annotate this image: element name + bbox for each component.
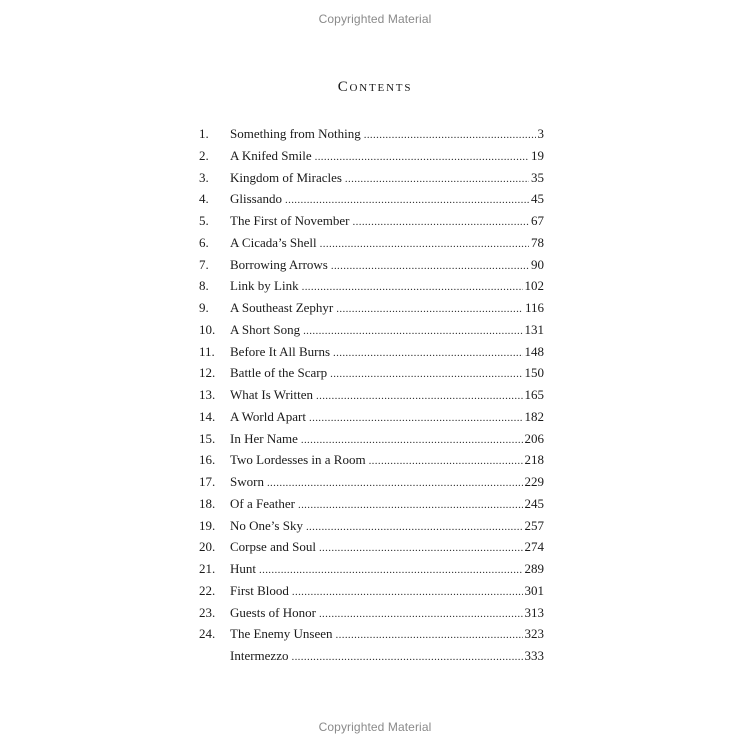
dot-leader (353, 212, 529, 234)
chapter-title: Hunt (230, 561, 256, 576)
chapter-number: 5. (199, 213, 209, 228)
chapter-number: 9. (199, 300, 209, 315)
table-of-contents (199, 123, 544, 667)
dot-leader (306, 517, 523, 539)
toc-entry (199, 362, 544, 384)
page-number: 131 (524, 321, 544, 337)
chapter-number: 15. (199, 430, 216, 446)
toc-entry (199, 275, 544, 297)
chapter-title: A Southeast Zephyr (230, 300, 334, 315)
chapter-title: Battle of the Scarp (230, 365, 328, 381)
page-number: 333 (524, 648, 544, 663)
dot-leader (331, 256, 529, 278)
dot-leader (302, 277, 523, 299)
dot-leader (336, 299, 523, 321)
page-number: 206 (524, 430, 544, 446)
dot-leader (320, 234, 529, 256)
chapter-title: Sworn (230, 474, 264, 489)
chapter-title: Before It All Burns (230, 343, 331, 359)
chapter-number: 10. (199, 321, 216, 337)
copyright-watermark-top: Copyrighted Material (318, 12, 432, 26)
chapter-number: 3. (199, 169, 209, 185)
page-number: 301 (524, 582, 544, 598)
chapter-number: 24. (199, 626, 216, 642)
chapter-number: 19. (199, 517, 216, 533)
chapter-title: A Knifed Smile (230, 147, 312, 163)
dot-leader (315, 147, 529, 169)
chapter-number: 12. (199, 365, 216, 381)
dot-leader (319, 538, 523, 560)
toc-entry (199, 449, 544, 471)
dot-leader (316, 386, 523, 408)
page-number: 274 (524, 539, 544, 555)
toc-entry (199, 406, 544, 428)
chapter-title: Corpse and Soul (230, 539, 316, 555)
chapter-number: 8. (199, 278, 209, 294)
page-number: 150 (524, 365, 544, 381)
page-number: 35 (531, 169, 544, 185)
chapter-title: Of a Feather (230, 495, 295, 511)
toc-entry (199, 210, 544, 232)
page-number: 67 (531, 213, 544, 228)
chapter-number: 17. (199, 474, 216, 489)
chapter-number: 4. (199, 191, 209, 207)
page-number: 257 (524, 517, 544, 533)
dot-leader (285, 190, 529, 212)
dot-leader (267, 473, 523, 495)
page-number: 182 (524, 408, 544, 424)
page-number: 78 (531, 234, 544, 250)
toc-entry (199, 493, 544, 515)
toc-entry (199, 558, 544, 580)
chapter-title: A Cicada’s Shell (230, 234, 317, 250)
chapter-title: Link by Link (230, 278, 299, 294)
dot-leader (333, 343, 522, 365)
dot-leader (319, 604, 523, 626)
dot-leader (298, 495, 523, 517)
chapter-number: 2. (199, 147, 209, 163)
page-number: 19 (531, 147, 544, 163)
chapter-number: 1. (199, 126, 209, 141)
chapter-title: Borrowing Arrows (230, 256, 328, 272)
dot-leader (301, 430, 523, 452)
chapter-number: 14. (199, 408, 216, 424)
page-number: 313 (524, 604, 544, 620)
page-number: 3 (537, 126, 544, 141)
dot-leader (309, 408, 523, 430)
toc-entry (199, 623, 544, 645)
chapter-title: Two Lordesses in a Room (230, 452, 366, 468)
chapter-title: A Short Song (230, 321, 301, 337)
dot-leader (345, 169, 529, 191)
toc-entry (199, 536, 544, 558)
chapter-number: 20. (199, 539, 216, 555)
chapter-number: 18. (199, 495, 216, 511)
page-number: 148 (524, 343, 544, 359)
toc-entry (199, 341, 544, 363)
page-number: 323 (524, 626, 544, 642)
toc-entry (199, 188, 544, 210)
toc-entry (199, 123, 544, 145)
chapter-number: 6. (199, 234, 209, 250)
chapter-number: 7. (199, 256, 209, 272)
chapter-number: 13. (199, 387, 216, 402)
dot-leader (303, 321, 522, 343)
chapter-title: No One’s Sky (230, 517, 303, 533)
dot-leader (330, 364, 522, 386)
chapter-number: 21. (199, 561, 216, 576)
dot-leader (291, 647, 522, 669)
chapter-title: The First of November (230, 213, 350, 228)
toc-entry (199, 232, 544, 254)
toc-entry (199, 145, 544, 167)
chapter-title: Intermezzo (230, 648, 289, 663)
page-number: 102 (524, 278, 544, 294)
toc-entry (199, 384, 544, 406)
page-number: 289 (524, 561, 544, 576)
chapter-title: What Is Written (230, 387, 313, 402)
chapter-number: 16. (199, 452, 216, 468)
dot-leader (364, 125, 536, 147)
toc-entry (199, 428, 544, 450)
chapter-title: Glissando (230, 191, 282, 207)
chapter-title: A World Apart (230, 408, 306, 424)
toc-entry (199, 167, 544, 189)
chapter-title: First Blood (230, 582, 289, 598)
dot-leader (336, 625, 523, 647)
chapter-number: 22. (199, 582, 216, 598)
chapter-number: 11. (199, 343, 215, 359)
page-number: 229 (524, 474, 544, 489)
contents-heading: Contents (337, 79, 413, 95)
toc-entry (199, 515, 544, 537)
dot-leader (292, 582, 523, 604)
toc-entry (199, 254, 544, 276)
toc-entry (199, 297, 544, 319)
page-number: 90 (531, 256, 544, 272)
chapter-title: The Enemy Unseen (230, 626, 333, 642)
dot-leader (369, 451, 523, 473)
toc-entry (199, 319, 544, 341)
toc-entry (199, 471, 544, 493)
chapter-title: Something from Nothing (230, 126, 361, 141)
toc-entry (199, 580, 544, 602)
toc-entry (199, 602, 544, 624)
dot-leader (259, 560, 523, 582)
chapter-title: Guests of Honor (230, 604, 316, 620)
toc-entry (199, 645, 544, 667)
page-number: 45 (531, 191, 544, 207)
chapter-number: 23. (199, 604, 216, 620)
page-number: 218 (524, 452, 544, 468)
page-number: 116 (524, 300, 544, 315)
page-number: 165 (524, 387, 544, 402)
page-number: 245 (524, 495, 544, 511)
copyright-watermark-bottom: Copyrighted Material (318, 720, 432, 734)
chapter-title: Kingdom of Miracles (230, 169, 342, 185)
chapter-title: In Her Name (230, 430, 298, 446)
